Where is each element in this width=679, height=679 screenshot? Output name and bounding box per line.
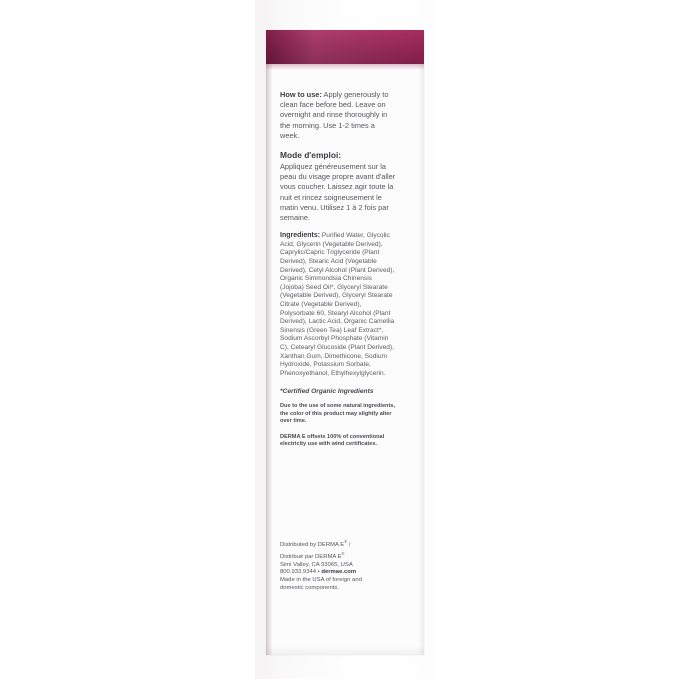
how-to-use-label: How to use: — [280, 90, 322, 99]
carton-footer-block — [280, 538, 400, 593]
product-carton-side-panel — [266, 30, 424, 655]
carton-left-edge — [266, 30, 272, 655]
footer-line-distributed-fr — [280, 550, 400, 562]
footer-website: dermae.com — [321, 569, 357, 576]
carton-bottom-fold — [266, 646, 424, 655]
footer-line-distributed-en — [280, 538, 400, 550]
footer-distributed-en-tail: / — [347, 541, 351, 548]
carton-right-edge — [419, 30, 424, 655]
mode-demploi-block — [280, 150, 396, 223]
mode-demploi-heading: Mode d'emploi: — [280, 150, 342, 161]
registered-mark-icon-2: ® — [341, 550, 345, 556]
registered-mark-icon: ® — [344, 539, 348, 544]
footer-line-made-in-2: domestic components. — [280, 584, 339, 591]
carton-band-sheen — [266, 30, 424, 64]
footer-line-contact — [280, 569, 400, 577]
footer-phone: 800.933.9344 — [280, 569, 317, 576]
footer-line-made-in-1: Made in the USA of foreign and — [280, 577, 362, 584]
ingredients-label: Ingredients: — [280, 232, 321, 240]
certified-organic-note: *Certified Organic Ingredients — [280, 388, 374, 396]
footer-separator: • — [316, 569, 322, 576]
footer-line-address: Simi Valley, CA 93065, USA — [280, 561, 353, 568]
how-to-use-block — [280, 90, 396, 141]
wind-energy-note: DERMA E offsets 100% of conventional electricity use with wind certificates. — [280, 433, 385, 447]
how-to-use-text: Apply generously to clean face before bed. Leave on overnight and rinse thoroughly in the morning. Use 1-2 times a week. — [280, 90, 389, 140]
mode-demploi-text: Appliquez généreusement sur la peau du visage propre avant d'aller vous coucher. Laissez agir toute la nuit et rincez soigneusement le matin venu. Utilisez 1 à 2 fois par semaine. — [280, 162, 396, 223]
footer-distributed-en-text: Distributed by DERMA E — [280, 541, 345, 548]
footer-distributed-fr-text: Distribué par DERMA E — [280, 553, 342, 560]
natural-color-note: Due to the use of some natural ingredients, the color of this product may slightly alter over time. — [280, 403, 395, 425]
ingredients-block — [280, 232, 396, 378]
carton-top-color-band — [266, 30, 424, 64]
carton-text-panel — [280, 90, 396, 456]
ingredients-text: Purified Water, Glycolic Acid, Glycerin (Vegetable Derived), Caprylic/Capric Triglyceride (Plant Derived), Stearic Acid (Vegetable Derived), Cetyl Alcohol (Plant Derived), Organic Simmondsia Chinensis (Jojoba) Seed Oil*, Glyceryl Stearate (Vegetable Derived), Glyceryl Stearate Citrate (Vegetable Derived), Polysorbate 60, Stearyl Alcohol (Plant Derived), Lactic Acid, Organic Camellia Sinensis (Green Tea) Leaf Extract*, Sodium Ascorbyl Phosphate (Vitamin C), Cetearyl Glucoside (Plant Derived), Xanthan Gum, Dimethicone, Sodium Hydroxide, Potassium Sorbate, Phenoxyethanol, Ethylhexylglycerin. — [280, 232, 395, 377]
carton-band-shadow — [266, 64, 424, 70]
